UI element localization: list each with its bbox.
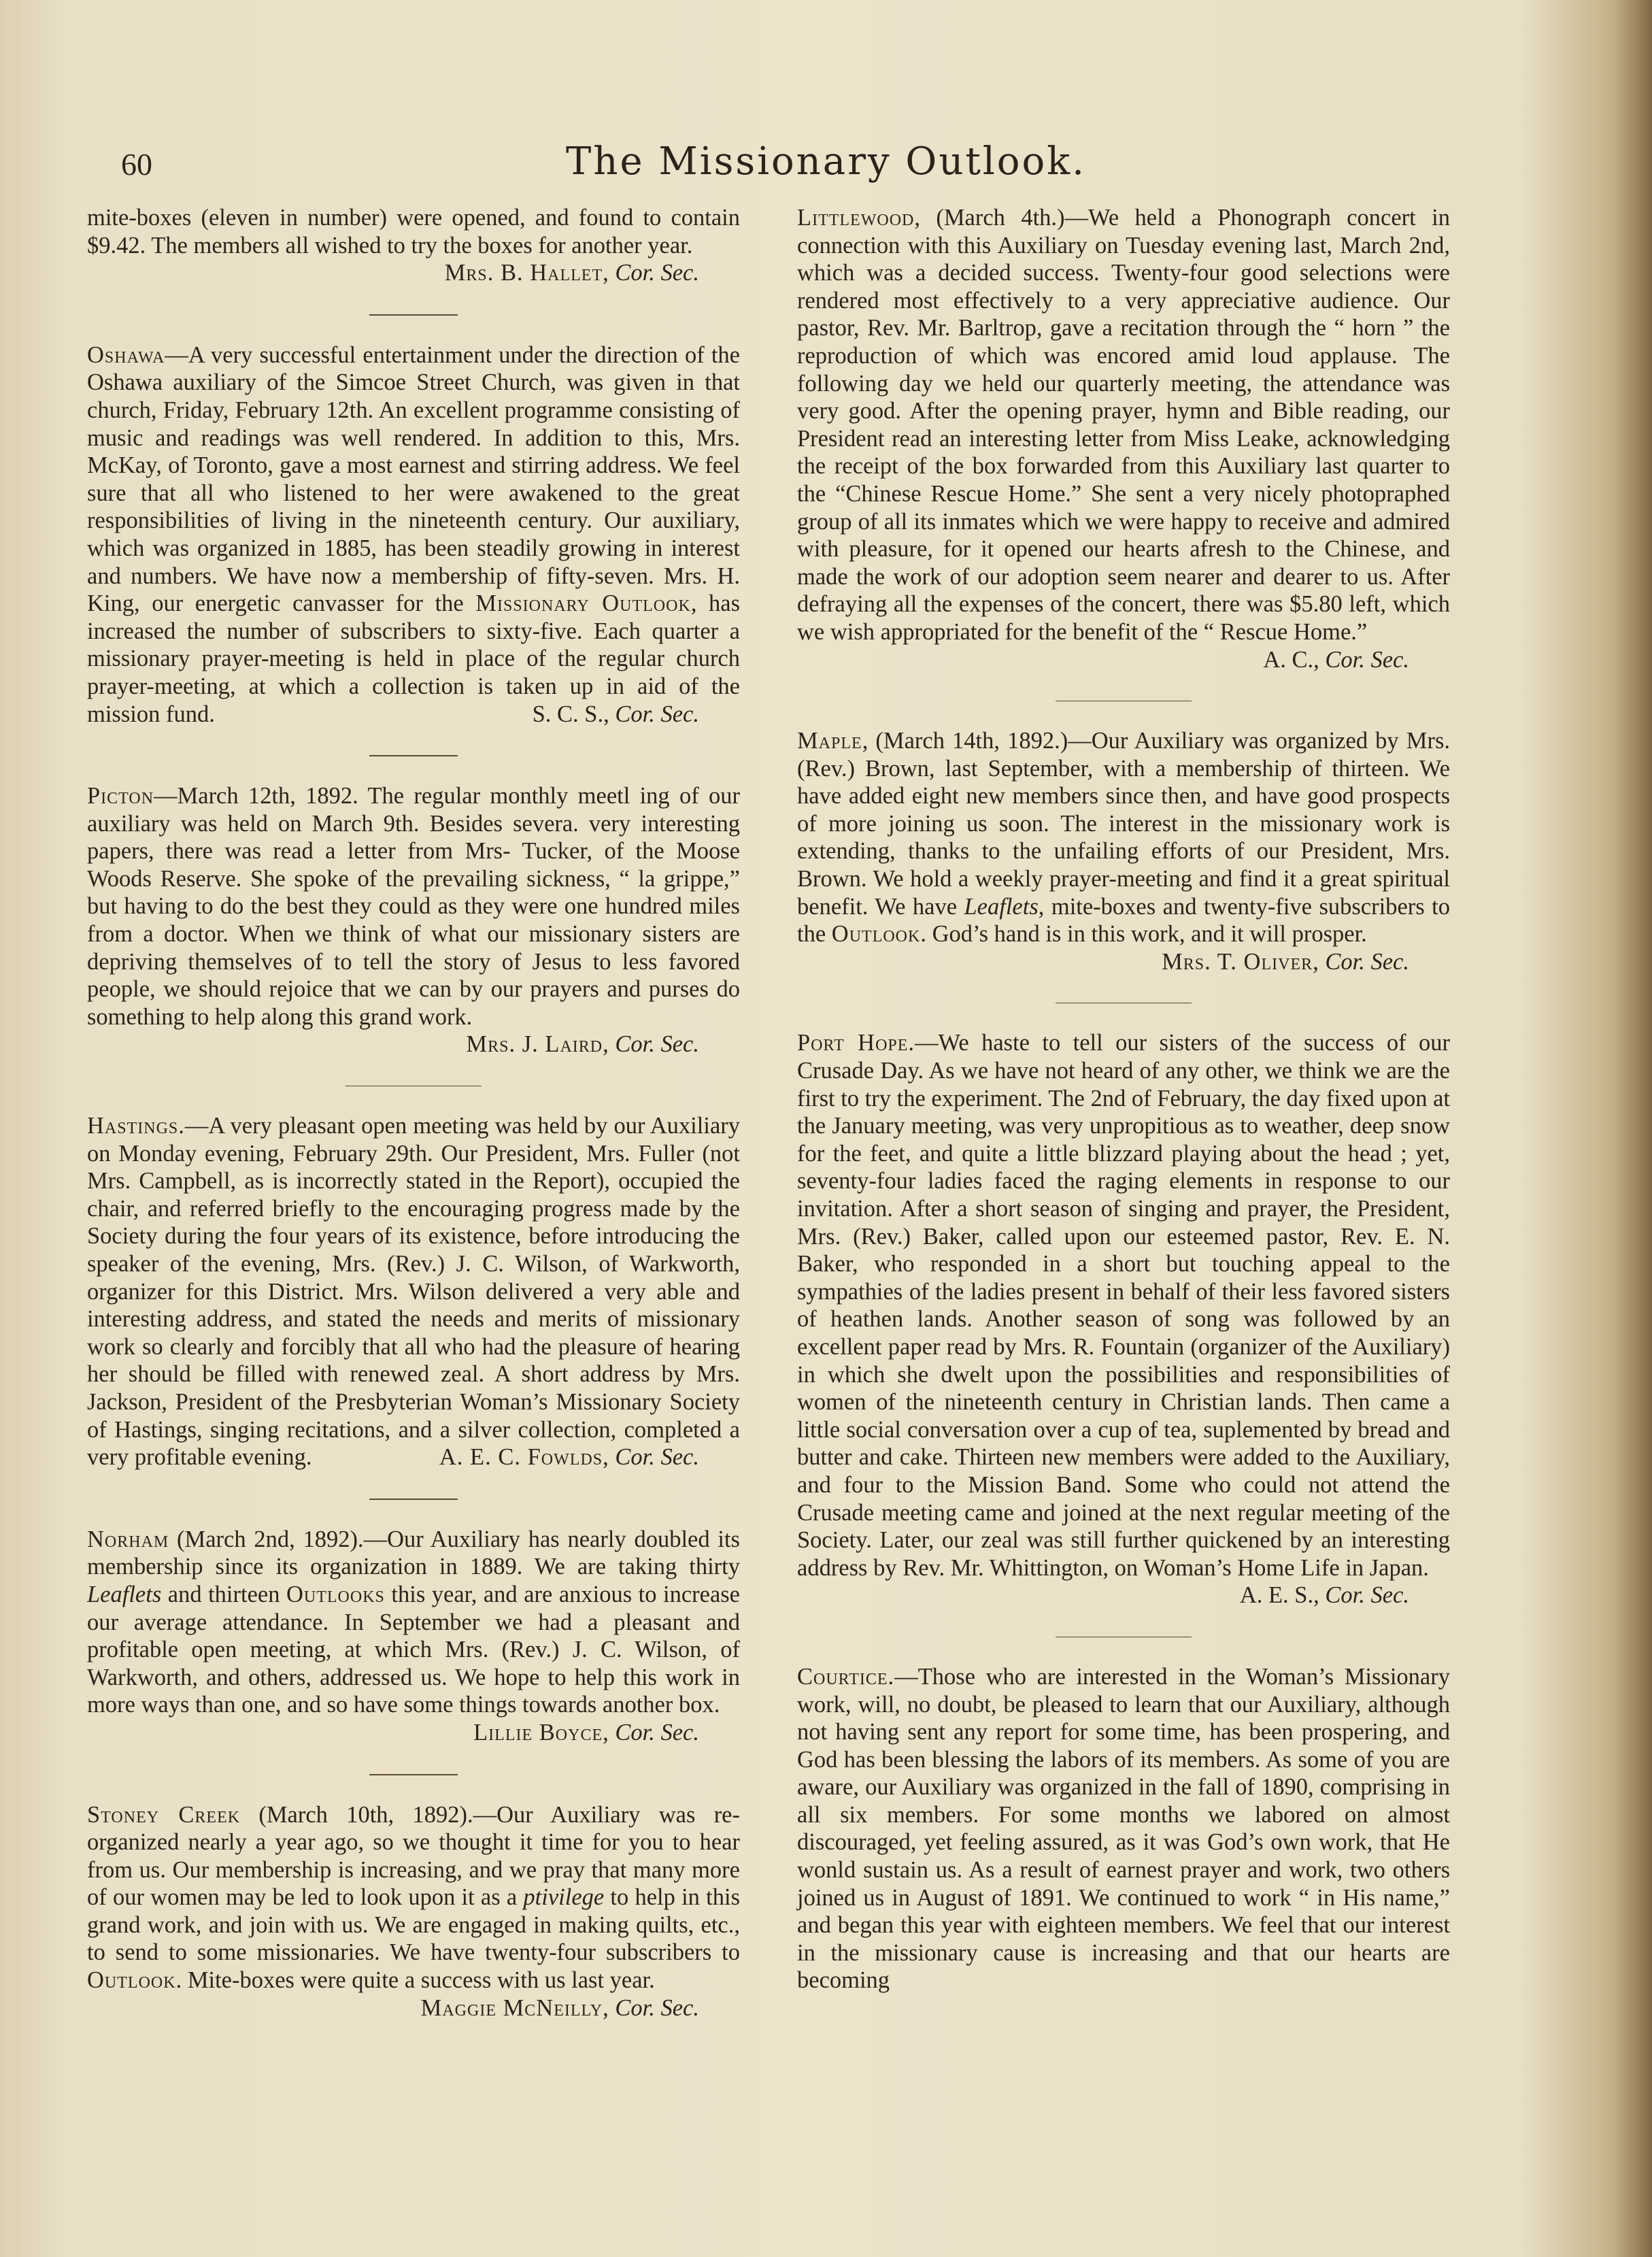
entry-text: this year, and are anxious to increase our average attendance. In September we had a pleasant and profitable open meeting, at which Mrs. (Rev.) J. C. Wilson, of Warkworth, and others, addressed us. We hope to help this work in more ways than one, and so have some things towards another box. [87,1581,740,1718]
entry-text: —A very pleasant open meeting was held by our Auxiliary on Monday evening, February 29th. Our President, Mrs. Fuller (not Mrs. Campbell, as is incorrectly stated in the Report), occupied the chair, and referred briefly to the encouraging progress made by the Society during the four years of its existence, before introducing the speaker of the evening, Mrs. (Rev.) J. C. Wilson, of Warkworth, organizer for this District. Mrs. Wilson delivered a very able and interesting address, and stated the needs and merits of missionary work so clearly and forcibly that all who had the pleasure of hearing her should be filled with renewed zeal. A short address by Mrs. Jackson, President of the Presbyterian Woman’s Missionary Society of Hastings, singing recitations, and a silver collection, completed a very profitable evening. [87,1113,740,1471]
separator [369,755,458,756]
entry-text: —A very successful entertainment under the direction of the Oshawa auxiliary of the Simcoe Street Church, was given in that church, Friday, February 12th. An excellent programme consisting of music and readings was well rendered. In addition to this, Mrs. McKay, of Toronto, gave a most earnest and stirring address. We feel sure that all who listened to her were awakened to the great responsibilities of living in the nineteenth century. Our auxiliary, which was organized in 1885, has been steadily growing in interest and numbers. We have now a membership of fifty-seven. Mrs. H. King, our energetic canvasser for the [87,341,740,617]
signature: S. C. S., Cor. Sec. [532,701,699,727]
entry-text: —Those who are interested in the Woman’s Missionary work, will, no doubt, be pleased to learn that our Auxiliary, although not having sent any report for some time, has been prospering, and God has been blessing the labors of its members. As some of you are aware, our Auxiliary was organized in the fall of 1890, comprising in all six members. For some months we labored on almost discouraged, yet feeling assured, as it was God’s own work, that He wonld sustain us. As a result of earnest prayer and work, two others joined us in August of 1891. We continued to work “ in His name,” and began this year with eighteen members. We feel that our interest in the missionary cause is increasing and that our hearts are becoming [797,1663,1450,1994]
publication-name: Leaflets [964,893,1039,920]
entry-text: mite-boxes (eleven in number) were opened, and found to contain $9.42. The members all wished to try the boxes for another year. [87,205,740,258]
entry-hastings [87,1112,740,1471]
place-name: Hastings. [87,1113,185,1139]
entry-picton [87,782,740,1058]
place-name: Maple [797,728,862,754]
entry-text: , (March 4th.)—We held a Phonograph concert in connection with this Auxiliary on Tuesday evening last, March 2nd, which was a decided success. Twenty-four good selections were rendered most effectively to a very appreciative audience. Our pastor, Rev. Mr. Barltrop, gave a recitation through the “ horn ” the reproduction of which was encored amid loud applause. The following day we held our quarterly meeting, the attendance was very good. After the opening prayer, hymn and Bible reading, our President read an interesting letter from Miss Leake, acknowledging the receipt of the box forwarded from this Auxiliary last quarter to the “Chinese Rescue Home.” She sent a very nicely photopraphed group of all its inmates which we were happy to receive and admired with pleasure, for it opened our hearts afresh to the Chinese, and made the work of our adoption seem nearer and dearer to us. After defraying all the expenses of the concert, there was $5.80 left, which we wish appropriated for the benefit of the “ Rescue Home.” [797,205,1450,645]
left-column [87,204,740,2022]
page-edge-shadow [1615,0,1652,2257]
place-name: Norham [87,1526,169,1552]
publication-name: Outlooks [286,1581,385,1607]
place-name: Stoney Creek [87,1801,241,1828]
entry-text: (March 10th, 1892).—Our Auxiliary was re-organized nearly a year ago, so we thought it time for you to hear from us. Our membership is increasing, and we pray that many more of our women may be led to look upon it as a [87,1801,740,1911]
place-name: Port Hope. [797,1030,915,1056]
entry-text: and thirteen [161,1581,286,1607]
entry-text: —March 12th, 1892. The regular monthly meetl ing of our auxiliary was held on March 9th. Besides severa. very interesting papers, there was read a letter from Mrs- Tucker, of the Moose Woods Reserve. She spoke of the prevailing sickness, “ la grippe,” but having to do the best they could as they were one hundred miles from a doctor. When we think of what our missionary sisters are depriving themselves of to tell the story of Jesus to less favored people, we should rejoice that we can by our prayers and purses do something to help along this grand work. [87,783,740,1030]
signature: Mrs. J. Laird, Cor. Sec. [466,1031,699,1058]
place-name: Littlewood [797,205,915,231]
entry-maple [797,727,1450,975]
entry-littlewood [797,204,1450,673]
entry-continued [87,204,740,287]
signature: A. C., Cor. Sec. [1263,646,1409,673]
place-name: Courtice. [797,1663,895,1690]
place-name: Picton [87,783,154,809]
entry-text: , (March 14th, 1892.)—Our Auxiliary was organized by Mrs. (Rev.) Brown, last September, with a membership of thirteen. We have added eight new members since then, and have good prospects of more joining us soon. The interest in the missionary work is extending, thanks to the unfailing efforts of our President, Mrs. Brown. We hold a weekly prayer-meeting and find it a great spiritual benefit. We have [797,728,1450,920]
entry-text: , has increased the number of subscribers to sixty-five. Each quarter a missionary prayer-meeting is held in place of the regular church prayer-meeting, at which a collection is taken up in aid of the mission fund. [87,590,740,727]
entry-text: —We haste to tell our sisters of the success of our Crusade Day. As we have not heard of any other, we think we are the first to try the experiment. The 2nd of February, the day fixed upon at the January meeting, was very unpropitious as to weather, deep snow for the feet, and quite a little blizzard playing about the head ; yet, seventy-four ladies faced the raging elements in response to our invitation. After a short season of singing and prayer, the President, Mrs. (Rev.) Baker, called upon our esteemed pastor, Rev. E. N. Baker, who responded in a short but touching appeal to the sympathies of the ladies present in behalf of their less favored sisters of heathen lands. Another season of song was followed by an excellent paper read by Mrs. R. Fountain (organizer of the Auxiliary) in which she dwelt upon the possibilities and responsibilities of women of the nineteenth century in Christian lands. Then came a little social conversation over a cup of tea, suplemented by bread and butter and cake. Thirteen new members were added to the Auxiliary, and four to the Mission Band. Some who could not attend the Crusade meeting came and joined at the next regular meeting of the Society. Later, our zeal was still further quickened by an interesting address by Rev. Mr. Whittington, on Woman’s Home Life in Japan. [797,1030,1450,1581]
entry-oshawa [87,341,740,728]
entry-norham [87,1526,740,1747]
publication-name: Missionary Outlook [475,590,691,617]
publication-name: Outlook [831,921,921,948]
signature: A. E. C. Fowlds, Cor. Sec. [439,1444,699,1471]
entry-text: , mite-boxes and twenty-five subscribers to the [797,893,1450,948]
signature: Lillie Boyce, Cor. Sec. [473,1719,699,1745]
publication-name: Outlook [87,1967,176,1994]
entry-port-hope [797,1029,1450,1609]
entry-text: . God’s hand is in this work, and it will prosper. [920,921,1367,948]
signature: Mrs. B. Hallet, Cor. Sec. [444,260,699,286]
journal-title: The Missionary Outlook. [566,139,1086,184]
separator [369,1499,458,1500]
publication-name: Leaflets [87,1581,162,1607]
right-column [797,204,1450,1994]
page-number: 60 [121,147,152,182]
entry-stoney-creek [87,1801,740,2022]
emphasis: ptivilege [523,1884,605,1911]
entry-text: to help in this grand work, and join with us. We are engaged in making quilts, etc., to send to some missionaries. We have twenty-four subscribers to [87,1884,740,1966]
place-name: Oshawa [87,341,165,368]
entry-courtice [797,1663,1450,1994]
signature: Maggie McNeilly, Cor. Sec. [420,1994,699,2021]
signature: Mrs. T. Oliver, Cor. Sec. [1162,948,1409,975]
entry-text: (March 2nd, 1892).—Our Auxiliary has nearly doubled its membership since its organization in 1889. We are taking thirty [87,1526,740,1580]
separator [369,1774,458,1775]
entry-text: . Mite-boxes were quite a success with us last year. [175,1967,655,1994]
page-header [0,139,1652,194]
separator [369,314,458,316]
signature: A. E. S., Cor. Sec. [1239,1582,1409,1609]
